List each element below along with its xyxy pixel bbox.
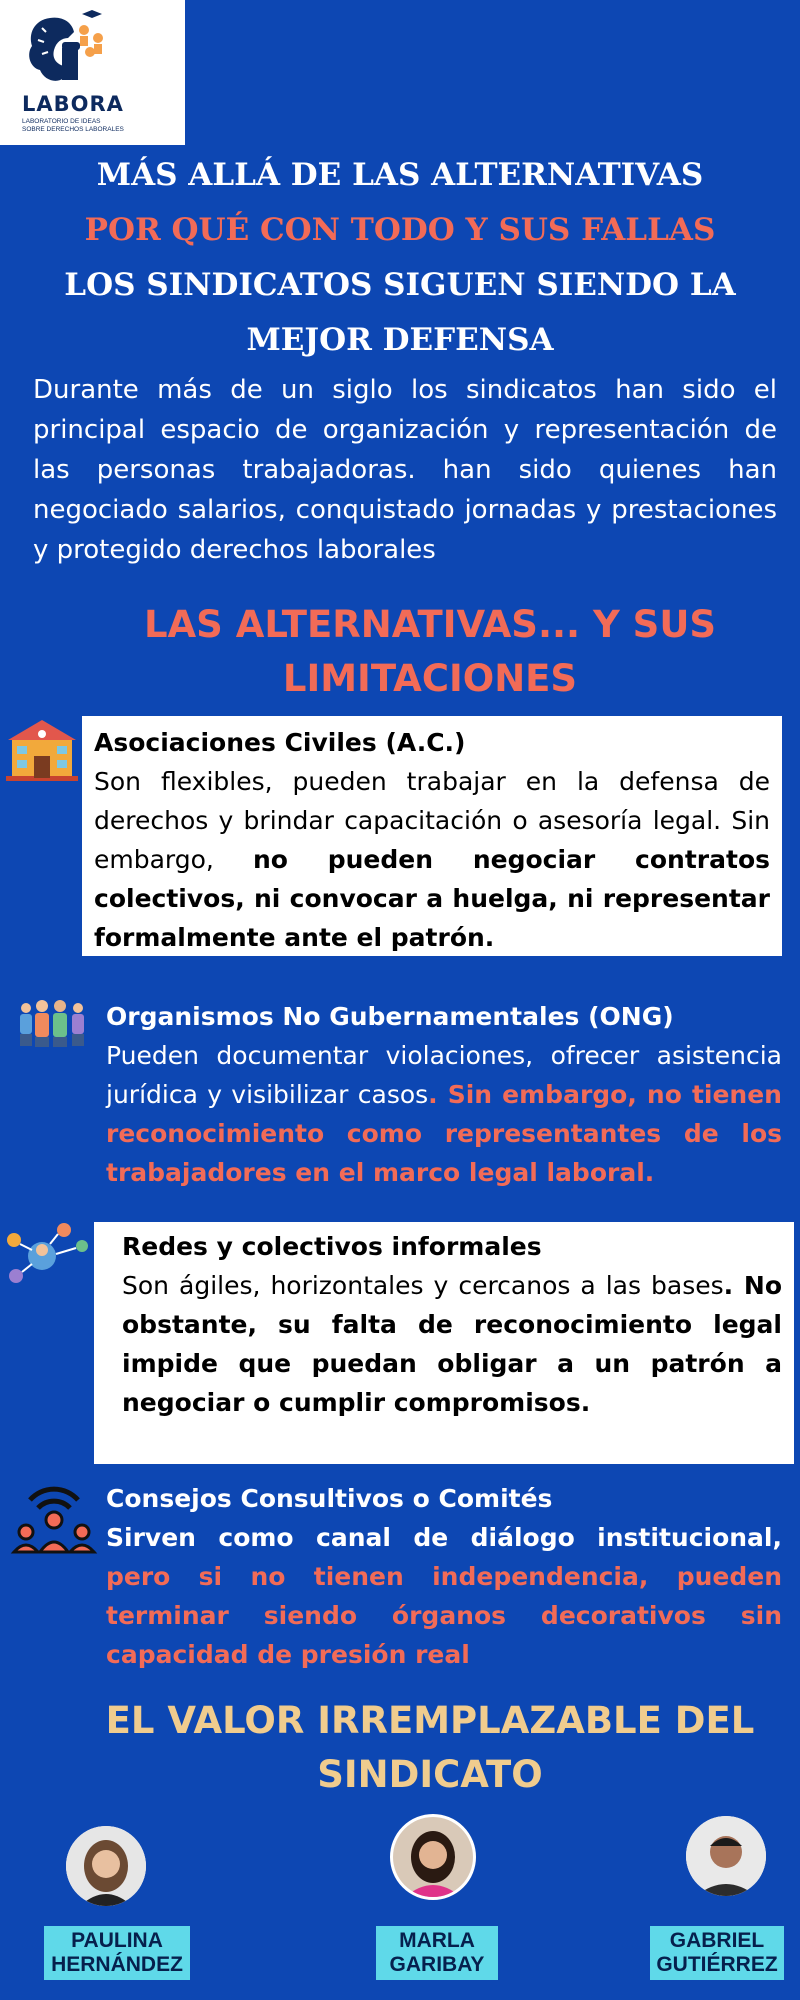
block-text-consejos: Sirven como canal de diálogo institucional,: [106, 1523, 782, 1552]
author-name-paulina: [44, 1926, 190, 1980]
block-ong: [106, 998, 782, 1192]
avatar-marla: [390, 1814, 476, 1900]
person-photo-icon: [686, 1816, 766, 1896]
broadcast-group-icon: [8, 1486, 100, 1556]
block-text-redes: Son ágiles, horizontales y cercanos a las bases: [122, 1271, 724, 1300]
intro-paragraph: Durante más de un siglo los sindicatos han sido el principal espacio de organización y representación de las personas trabajadoras. han sido quienes han negociado salarios, conquistado jornadas y prestaciones y protegido derechos laborales: [33, 375, 777, 565]
block-title-ong: Organismos No Gubernamentales (ONG): [106, 1002, 674, 1031]
card-asociaciones-civiles: [82, 716, 782, 956]
block-title-consejos: Consejos Consultivos o Comités: [106, 1484, 553, 1513]
block-text-ac: Son flexibles, pueden trabajar en la defensa de derechos y brindar capacitación o asesoría legal. Sin embargo,: [94, 767, 770, 874]
author-name-gabriel: [650, 1926, 784, 1980]
block-bold-ong: . Sin embargo, no tienen reconocimiento como representantes de los trabajadores en el marco legal laboral.: [106, 1080, 782, 1187]
block-bold-consejos: pero si no tienen independencia, pueden terminar siendo órganos decorativos sin capacidad de presión real: [106, 1562, 782, 1669]
author-first-gabriel: GABRIEL: [669, 1929, 765, 1952]
author-first-marla: MARLA: [399, 1929, 475, 1952]
block-bold-ac: no pueden negociar contratos colectivos, ni convocar a huelga, ni representar formalmente ante el patrón.: [94, 845, 770, 952]
logo-wordmark: LABORA: [22, 92, 124, 116]
block-body-ong: [106, 1036, 782, 1192]
block-title-redes: Redes y colectivos informales: [122, 1232, 542, 1261]
logo: [0, 0, 185, 145]
title-line-3: LOS SINDICATOS SIGUEN SIENDO LA: [64, 267, 736, 303]
network-people-icon: [2, 1220, 92, 1290]
alternatives-heading-2: LIMITACIONES: [282, 657, 578, 700]
logo-subtitle-2: SOBRE DERECHOS LABORALES: [22, 126, 124, 133]
block-text-ong: Pueden documentar violaciones, ofrecer asistencia jurídica y visibilizar casos: [106, 1041, 782, 1109]
person-photo-icon: [66, 1826, 146, 1906]
block-body-redes: [122, 1266, 782, 1422]
block-title-ac: Asociaciones Civiles (A.C.): [94, 728, 466, 757]
author-first-paulina: PAULINA: [71, 1929, 163, 1952]
brain-fist-icon: [22, 8, 122, 92]
block-body-ac: [94, 762, 770, 957]
avatar-gabriel: [686, 1816, 766, 1896]
author-last-paulina: HERNÁNDEZ: [51, 1953, 183, 1976]
title-line-4: MEJOR DEFENSA: [246, 322, 554, 358]
author-name-marla: [376, 1926, 498, 1980]
school-building-icon: [4, 716, 80, 782]
group-of-people-icon: [14, 998, 94, 1048]
block-consejos: [106, 1480, 782, 1674]
value-heading-2: SINDICATO: [317, 1753, 543, 1796]
card-redes-colectivos: [94, 1222, 794, 1464]
alternatives-heading-1: LAS ALTERNATIVAS... Y SUS: [143, 603, 717, 646]
author-last-marla: GARIBAY: [389, 1953, 485, 1976]
block-body-consejos: [106, 1518, 782, 1674]
author-last-gabriel: GUTIÉRREZ: [656, 1953, 778, 1976]
block-bold-redes: . No obstante, su falta de reconocimiento legal impide que puedan obligar a un patrón a negociar o cumplir compromisos.: [122, 1271, 782, 1417]
avatar-paulina: [66, 1826, 146, 1906]
title-line-1: MÁS ALLÁ DE LAS ALTERNATIVAS: [96, 157, 704, 193]
person-photo-icon: [393, 1817, 473, 1897]
logo-subtitle-1: LABORATORIO DE IDEAS: [22, 118, 101, 125]
title-line-2: POR QUÉ CON TODO Y SUS FALLAS: [84, 212, 716, 248]
value-heading-1: EL VALOR IRREMPLAZABLE DEL: [105, 1699, 755, 1742]
